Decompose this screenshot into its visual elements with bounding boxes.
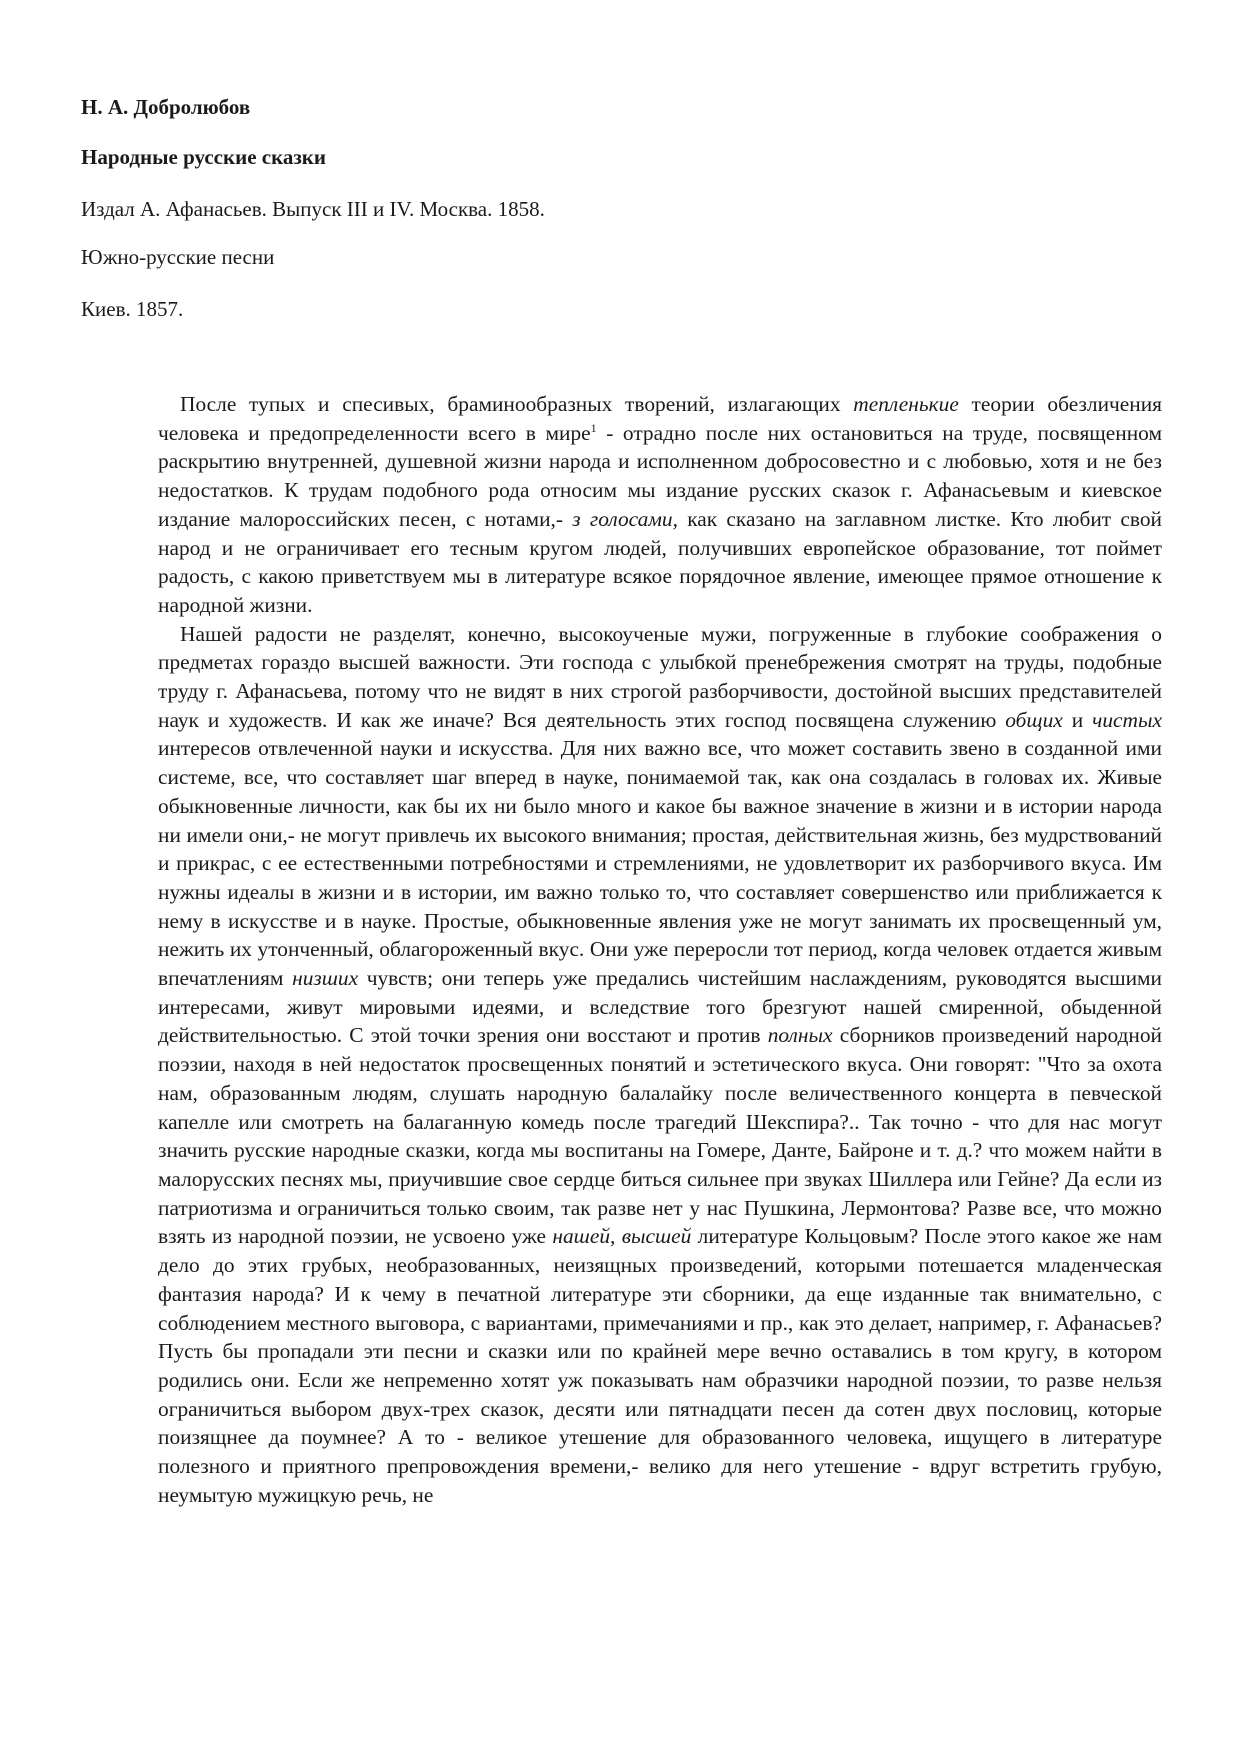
footnote-marker[interactable]: 1 <box>590 420 597 435</box>
text-run: как сказано на заглавном листке. Кто любит свой народ и не ограничивает его тесным кругом людей, получивших европейское образование, тот поймет радость, с какою приветствуем мы в литературе всякое порядочное явление, имеющее прямое отношение к народной жизни. <box>158 506 1162 617</box>
italic-text: нашей, высшей <box>552 1224 692 1249</box>
paragraph-2 <box>158 620 1162 1510</box>
text-run: литературе Кольцовым? После этого какое же нам дело до этих грубых, необразованных, неизящных произведений, которыми потешается младенческая фантазия народа? И к чему в печатной литературе эти сборники, да еще изданные так внимательно, с соблюдением местного выговора, с вариантами, примечаниями и пр., как это делает, например, г. Афанасьев? Пусть бы пропадали эти песни и сказки или по крайней мере вечно оставались в том кругу, в котором родились они. Если же непременно хотят уж показывать нам образчики народной поэзии, то разве нельзя ограничиться выбором двух-трех сказок, десяти или пятнадцати песен да сотен двух пословиц, которые поизящнее да поумнее? А то - великое утешение для образованного человека, ищущего в литературе полезного и приятного препровождения времени,- велико для него утешение - вдруг встретить грубую, неумытую мужицкую речь, не <box>158 1224 1162 1507</box>
italic-text: чистых <box>1092 707 1162 732</box>
italic-text: общих <box>1005 707 1063 732</box>
body-text <box>158 390 1162 1509</box>
publication-line-2: Южно-русские песни <box>81 245 275 269</box>
text-run: После тупых и спесивых, браминообразных творений, излагающих <box>180 392 854 416</box>
text-run: сборников произведений народной поэзии, находя в ней недостаток просвещенных понятий и эстетического вкуса. Они говорят: "Что за охота нам, образованным людям, слушать народную балалайку после величественного концерта в певческой капелле или смотреть на балаганную комедь после трагедий Шекспира?.. Так точно - что для нас могут значить русские народные сказки, когда мы воспитаны на Гомере, Данте, Байроне и т. д.? что можем найти в малорусских песнях мы, приучившие свое сердце биться сильнее при звуках Шиллера или Гейне? Да если из патриотизма и ограничиться только своим, так разве нет у нас Пушкина, Лермонтова? Разве все, что можно взять из народной поэзии, не усвоено уже <box>158 1023 1162 1249</box>
italic-text: полных <box>767 1023 833 1048</box>
text-run: - отрадно после них остановиться на труде, посвященном раскрытию внутренней, душевной жизни народа и исполненном добросовестно и с любовью, хотя и не без недостатков. К трудам подобного рода относим мы издание русских сказок г. Афанасьевым и киевское издание малороссийских песен, с нотами,- <box>158 420 1162 531</box>
publication-line-3: Киев. 1857. <box>81 297 184 321</box>
text-run: чувств; они теперь уже предались чистейшим наслаждениям, руководятся высшими интересами, живут мировыми идеями, и вследствие того брезгуют нашей смиренной, обыденной действительностью. С этой точки зрения они восстают и против <box>158 966 1162 1048</box>
paragraph-1 <box>158 390 1162 620</box>
text-run: Нашей радости не разделят, конечно, высокоученые мужи, погруженные в глубокие соображения о предметах гораздо высшей важности. Эти господа с улыбкой пренебрежения смотрят на труды, подобные труду г. Афанасьева, потому что не видят в них строгой разборчивости, достойной высших представителей наук и художеств. И как же иначе? Вся деятельность этих господ посвящена служению <box>158 621 1162 732</box>
author-name: Н. А. Добролюбов <box>81 95 251 119</box>
text-run: интересов отвлеченной науки и искусства. Для них важно все, что может составить звено в созданной ими системе, все, что составляет шаг вперед в науке, понимаемой так, как она создалась в головах их. Живые обыкновенные личности, как бы их ни было много и какое бы важное значение в жизни и в истории народа ни имели они,- не могут привлечь их высокого внимания; простая, действительная жизнь, без мудрствований и прикрас, с ее естественными потребностями и стремлениями, не удовлетворит их разборчивого вкуса. Им нужны идеалы в жизни и в истории, им важно только то, что составляет совершенство или приближается к нему в искусстве и в науке. Простые, обыкновенные явления уже не могут занимать их просвещенный ум, нежить их утонченный, облагороженный вкус. Они уже переросли тот период, когда человек отдается живым впечатлениям <box>158 736 1162 991</box>
document-title: Народные русские сказки <box>81 145 327 169</box>
text-run: и <box>1062 707 1093 732</box>
italic-text: низших <box>292 966 359 991</box>
text-run: теории обезличения человека и предопределенности всего в мире <box>158 392 1163 445</box>
publication-line-1: Издал А. Афанасьев. Выпуск III и IV. Москва. 1858. <box>81 197 545 221</box>
italic-text: тепленькие <box>853 392 959 416</box>
italic-text: з голосами, <box>572 506 678 531</box>
